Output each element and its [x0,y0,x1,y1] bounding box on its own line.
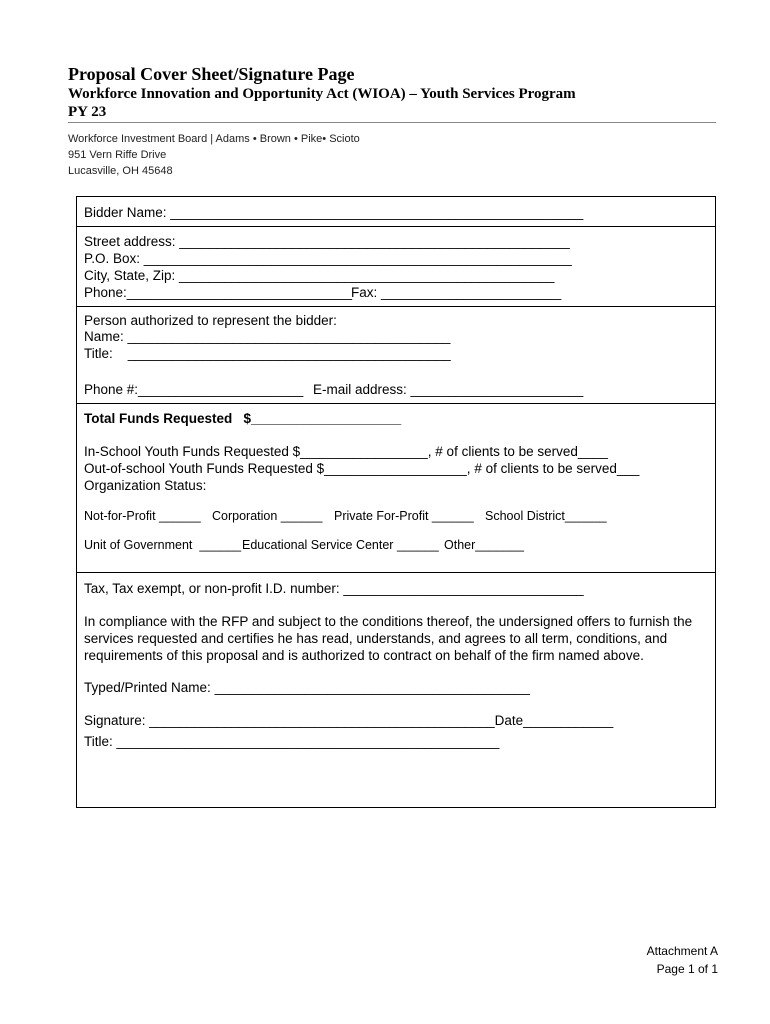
status-corporation[interactable]: Corporation ______ [212,509,323,523]
representative-title-field[interactable]: Title: ___________________________________________ [84,346,451,361]
tax-id-field[interactable]: Tax, Tax exempt, or non-profit I.D. number: ________________________________ [84,581,584,596]
in-school-funds-field[interactable]: In-School Youth Funds Requested $_________________, # of clients to be served____ [84,444,608,459]
phone-field[interactable]: Phone:______________________________ [84,285,353,300]
program-year: PY 23 [68,104,107,120]
page-number: Page 1 of 1 [656,962,718,976]
city-state-zip-field[interactable]: City, State, Zip: __________________________________________________ [84,268,555,283]
po-box-field[interactable]: P.O. Box: _________________________________________________________ [84,251,572,266]
status-school-district[interactable]: School District______ [485,509,607,523]
address-line-3: Lucasville, OH 45648 [68,165,173,177]
address-line-1: Workforce Investment Board | Adams • Brown • Pike• Scioto [68,133,360,145]
bidder-name-field[interactable]: Bidder Name: _______________________________________________________ [84,205,584,220]
section-divider [76,572,716,573]
street-address-field[interactable]: Street address: ____________________________________________________ [84,234,570,249]
compliance-text-line-2: services requested and certifies he has read, understands, and agrees to all term, conditions, and [84,631,668,646]
page-subtitle: Workforce Innovation and Opportunity Act (WIOA) – Youth Services Program [68,86,576,102]
representative-heading: Person authorized to represent the bidder: [84,313,337,328]
out-of-school-funds-field[interactable]: Out-of-school Youth Funds Requested $___________________, # of clients to be served___ [84,461,640,476]
attachment-label: Attachment A [646,944,718,958]
status-not-for-profit[interactable]: Not-for-Profit ______ [84,509,201,523]
signature-date-field[interactable]: Signature: ______________________________________________Date____________ [84,713,614,728]
status-private-for-profit[interactable]: Private For-Profit ______ [334,509,474,523]
section-divider [76,306,716,307]
compliance-text-line-1: In compliance with the RFP and subject to the conditions thereof, the undersigned offers to furnish the [84,614,693,629]
page-title: Proposal Cover Sheet/Signature Page [68,64,355,84]
organization-status-label: Organization Status: [84,478,207,493]
typed-name-field[interactable]: Typed/Printed Name: __________________________________________ [84,680,530,695]
signer-title-field[interactable]: Title: ___________________________________________________ [84,734,500,749]
representative-email-field[interactable]: E-mail address: _______________________ [313,382,584,397]
header-divider [68,122,716,123]
status-unit-of-government[interactable]: Unit of Government ______ [84,538,242,552]
status-educational-service-center[interactable]: Educational Service Center ______ [242,538,439,552]
status-other[interactable]: Other_______ [444,538,524,552]
section-divider [76,403,716,404]
address-line-2: 951 Vern Riffe Drive [68,149,167,161]
representative-phone-field[interactable]: Phone #:______________________ [84,382,304,397]
fax-field[interactable]: Fax: ________________________ [351,285,562,300]
section-divider [76,226,716,227]
representative-name-field[interactable]: Name: ___________________________________________ [84,329,451,344]
total-funds-field[interactable]: Total Funds Requested $____________________ [84,411,402,426]
compliance-text-line-3: requirements of this proposal and is authorized to contract on behalf of the firm named above. [84,648,644,663]
